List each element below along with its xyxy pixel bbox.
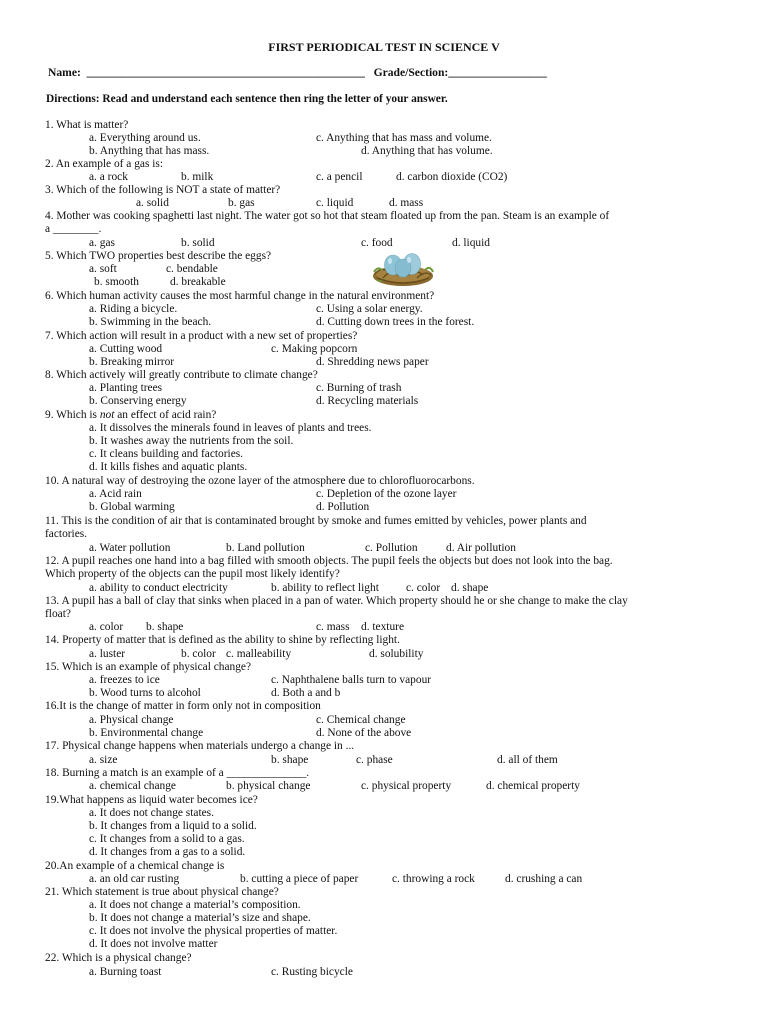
option-19a[interactable]: a. It does not change states. [89,807,214,819]
option-19d[interactable]: d. It changes from a gas to a solid. [89,846,246,858]
option-2c[interactable]: c. a pencil [316,171,363,183]
option-17d[interactable]: d. all of them [497,754,558,766]
option-2b[interactable]: b. milk [181,171,214,183]
question-8: 8. Which actively will greatly contribute to climate change? [45,369,318,381]
option-13b[interactable]: b. shape [146,621,184,633]
option-16d[interactable]: d. None of the above [316,727,412,739]
option-8c[interactable]: c. Burning of trash [316,382,402,394]
option-14a[interactable]: a. luster [89,648,126,660]
option-13d[interactable]: d. texture [361,621,405,633]
option-5b[interactable]: b. smooth [94,276,139,288]
option-20b[interactable]: b. cutting a piece of paper [240,873,359,885]
option-1c[interactable]: c. Anything that has mass and volume. [316,132,492,144]
option-11a[interactable]: a. Water pollution [89,542,171,554]
option-15a[interactable]: a. freezes to ice [89,674,160,686]
option-19b[interactable]: b. It changes from a liquid to a solid. [89,820,257,832]
name-grade-line[interactable]: Name: ________________________________________________ Grade/Section:_________________ [48,66,547,79]
option-9b[interactable]: b. It washes away the nutrients from the soil. [89,435,294,447]
option-9d[interactable]: d. It kills fishes and aquatic plants. [89,461,248,473]
option-6a[interactable]: a. Riding a bicycle. [89,303,178,315]
question-2: 2. An example of a gas is: [45,158,163,170]
option-13c[interactable]: c. mass [316,621,350,633]
option-4b[interactable]: b. solid [181,237,215,249]
question-9-pre: 9. Which is [45,409,100,421]
option-3d[interactable]: d. mass [389,197,424,209]
option-10d[interactable]: d. Pollution [316,501,370,513]
option-15d[interactable]: d. Both a and b [271,687,341,699]
option-20d[interactable]: d. crushing a can [505,873,583,885]
option-12d[interactable]: d. shape [451,582,489,594]
question-9 [45,409,216,422]
option-3c[interactable]: c. liquid [316,197,354,209]
question-7: 7. Which action will result in a product with a new set of properties? [45,330,358,342]
option-4a[interactable]: a. gas [89,237,115,249]
option-21d[interactable]: d. It does not involve matter [89,938,218,950]
question-1: 1. What is matter? [45,119,129,131]
egg-nest-image [371,248,435,288]
option-12a[interactable]: a. ability to conduct electricity [89,582,228,594]
question-13: 13. A pupil has a ball of clay that sinks when placed in a pan of water. Which property should he or she change to make the clay [45,595,628,607]
option-1a[interactable]: a. Everything around us. [89,132,201,144]
option-16b[interactable]: b. Environmental change [89,727,204,739]
option-3a[interactable]: a. solid [136,197,169,209]
option-1b[interactable]: b. Anything that has mass. [89,145,210,157]
option-18b[interactable]: b. physical change [226,780,311,792]
option-20c[interactable]: c. throwing a rock [392,873,475,885]
option-4c[interactable]: c. food [361,237,393,249]
option-7d[interactable]: d. Shredding news paper [316,356,429,368]
option-17a[interactable]: a. size [89,754,118,766]
question-21: 21. Which statement is true about physical change? [45,886,279,898]
option-13a[interactable]: a. color [89,621,124,633]
question-6: 6. Which human activity causes the most harmful change in the natural environment? [45,290,435,302]
option-3b[interactable]: b. gas [228,197,255,209]
question-11-cont: factories. [45,528,88,540]
directions: Directions: Read and understand each sentence then ring the letter of your answer. [46,93,448,105]
option-12c[interactable]: c. color [406,582,441,594]
question-13-cont: float? [45,608,71,620]
option-14c[interactable]: c. malleability [226,648,292,660]
question-4: 4. Mother was cooking spaghetti last night. The water got so hot that steam floated up from the pan. Steam is an example of [45,210,610,222]
question-9-emphasis: not [99,409,115,421]
page-title: FIRST PERIODICAL TEST IN SCIENCE V [268,40,500,54]
option-21c[interactable]: c. It does not involve the physical properties of matter. [89,925,338,937]
question-10: 10. A natural way of destroying the ozone layer of the atmosphere due to chlorofluorocarbons. [45,475,475,487]
option-16a[interactable]: a. Physical change [89,714,174,726]
option-17b[interactable]: b. shape [271,754,309,766]
option-4d[interactable]: d. liquid [452,237,490,249]
option-11d[interactable]: d. Air pollution [446,542,516,554]
option-5d[interactable]: d. breakable [170,276,226,288]
option-9a[interactable]: a. It dissolves the minerals found in leaves of plants and trees. [89,422,372,434]
option-18c[interactable]: c. physical property [361,780,452,792]
option-12b[interactable]: b. ability to reflect light [271,582,379,594]
option-8b[interactable]: b. Conserving energy [89,395,187,407]
option-15b[interactable]: b. Wood turns to alcohol [89,687,201,699]
option-10c[interactable]: c. Depletion of the ozone layer [316,488,457,500]
question-5: 5. Which TWO properties best describe the eggs? [45,250,272,262]
option-9c[interactable]: c. It cleans building and factories. [89,448,244,460]
question-9-post: an effect of acid rain? [114,409,217,421]
question-19: 19.What happens as liquid water becomes ice? [45,794,258,806]
option-10b[interactable]: b. Global warming [89,501,175,513]
option-10a[interactable]: a. Acid rain [89,488,142,500]
option-6b[interactable]: b. Swimming in the beach. [89,316,212,328]
question-3: 3. Which of the following is NOT a state of matter? [45,184,281,196]
question-20: 20.An example of a chemical change is [45,860,225,872]
option-22a[interactable]: a. Burning toast [89,966,162,978]
option-7a[interactable]: a. Cutting wood [89,343,163,355]
question-14: 14. Property of matter that is defined as the ability to shine by reflecting light. [45,634,400,646]
question-22: 22. Which is a physical change? [45,952,192,964]
option-14d[interactable]: d. solubility [369,648,424,660]
option-20a[interactable]: a. an old car rusting [89,873,180,885]
option-18a[interactable]: a. chemical change [89,780,176,792]
option-7c[interactable]: c. Making popcorn [271,343,358,355]
question-11: 11. This is the condition of air that is contaminated brought by smoke and fumes emitted by vehicles, power plants and [45,515,587,527]
option-14b[interactable]: b. color [181,648,216,660]
option-16c[interactable]: c. Chemical change [316,714,406,726]
option-15c[interactable]: c. Naphthalene balls turn to vapour [271,674,432,686]
option-19c[interactable]: c. It changes from a solid to a gas. [89,833,245,845]
option-5c[interactable]: c. bendable [166,263,218,275]
question-12: 12. A pupil reaches one hand into a bag filled with smooth objects. The pupil feels the objects but does not look into the bag. [45,555,613,567]
question-17: 17. Physical change happens when materials undergo a change in ... [45,740,355,752]
option-7b[interactable]: b. Breaking mirror [89,356,175,368]
question-12-cont: Which property of the objects can the pupil most likely identify? [45,568,340,580]
option-22c[interactable]: c. Rusting bicycle [271,966,353,978]
option-2d[interactable]: d. carbon dioxide (CO2) [396,171,508,183]
option-17c[interactable]: c. phase [356,754,393,766]
question-18: 18. Burning a match is an example of a ______________. [45,767,310,779]
option-11c[interactable]: c. Pollution [365,542,418,554]
question-16: 16.It is the change of matter in form only not in composition [45,700,321,712]
option-21b[interactable]: b. It does not change a material’s size and shape. [89,912,311,924]
option-6c[interactable]: c. Using a solar energy. [316,303,423,315]
option-1d[interactable]: d. Anything that has volume. [361,145,493,157]
option-8d[interactable]: d. Recycling materials [316,395,419,407]
option-8a[interactable]: a. Planting trees [89,382,163,394]
option-6d[interactable]: d. Cutting down trees in the forest. [316,316,475,328]
option-11b[interactable]: b. Land pollution [226,542,305,554]
option-2a[interactable]: a. a rock [89,171,128,183]
question-15: 15. Which is an example of physical change? [45,661,252,673]
option-21a[interactable]: a. It does not change a material’s composition. [89,899,301,911]
option-5a[interactable]: a. soft [89,263,117,275]
question-4-cont: a ________. [45,223,102,235]
option-18d[interactable]: d. chemical property [486,780,580,792]
